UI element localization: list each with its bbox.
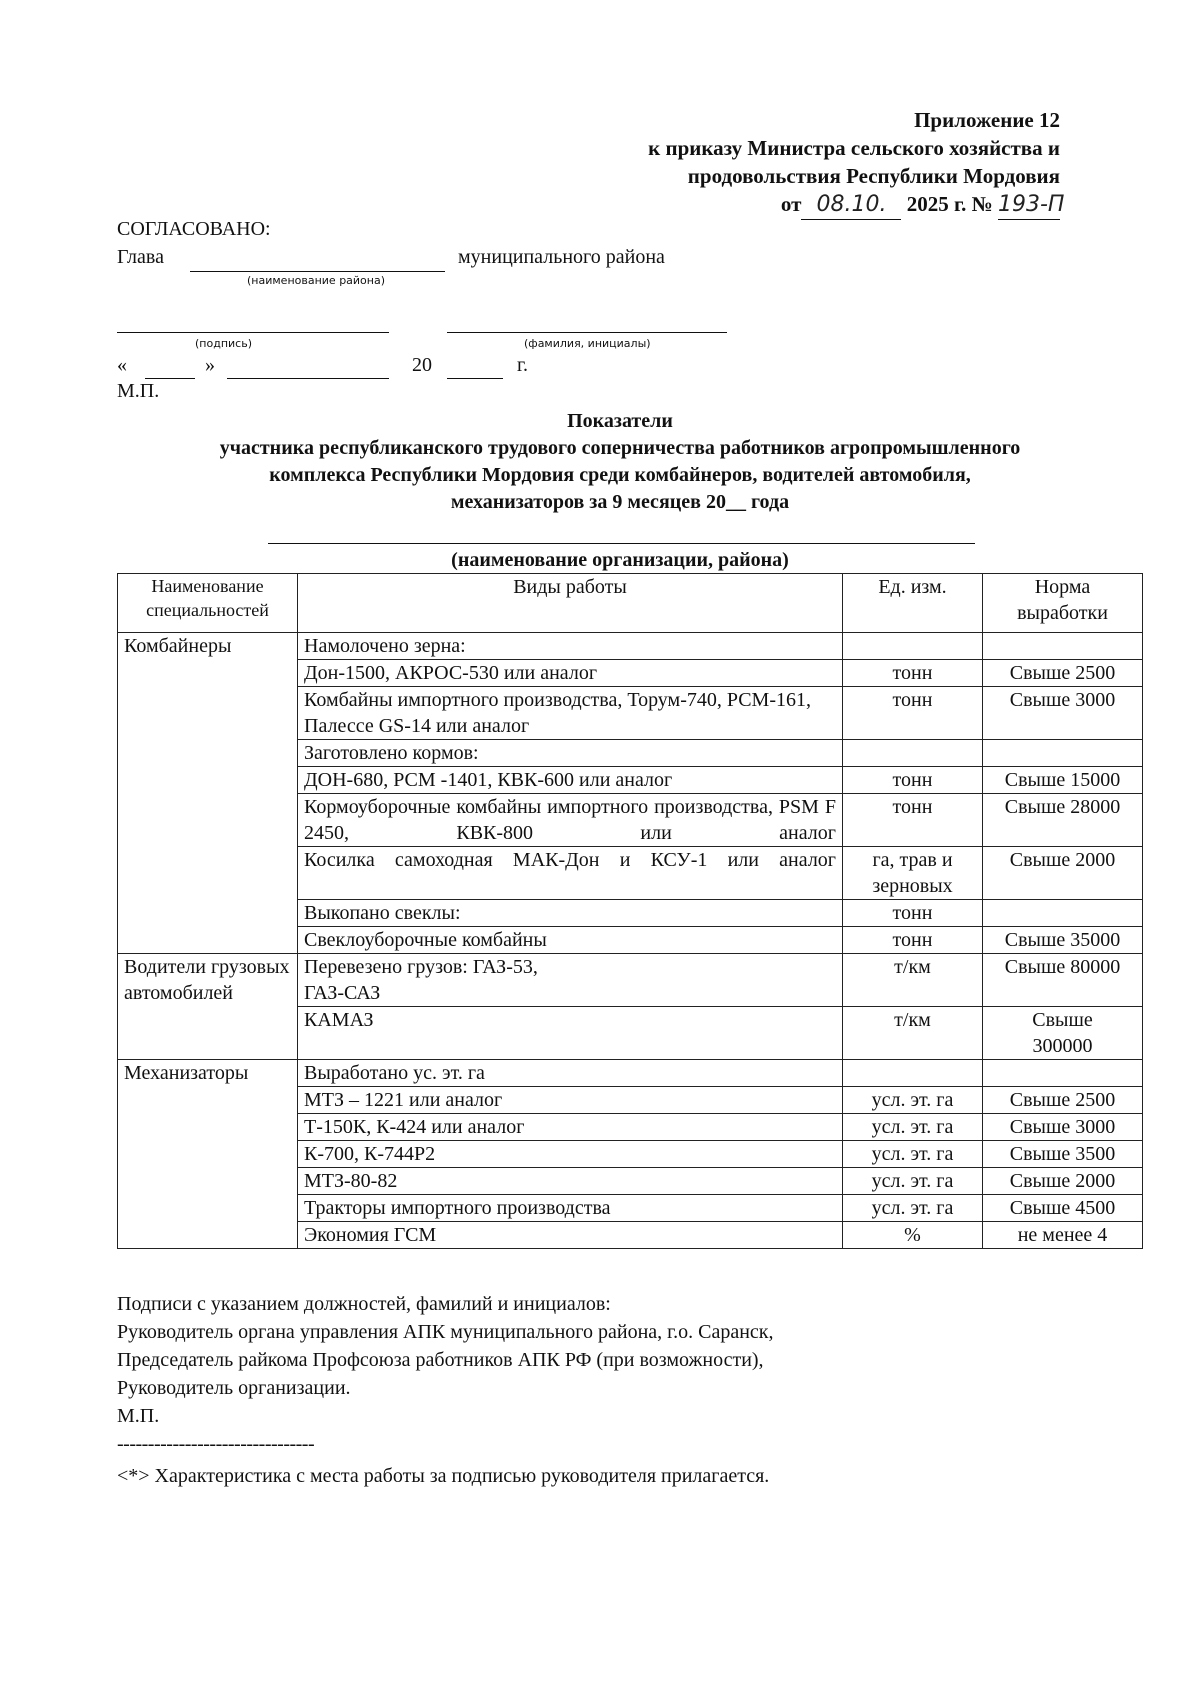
- unit-cell: тонн: [843, 660, 983, 687]
- norm-cell: [983, 633, 1143, 660]
- footnote: <*> Характеристика с места работы за подписью руководителя прилагается.: [117, 1465, 770, 1487]
- district-suffix: муниципального района: [458, 246, 665, 268]
- title-heading: Показатели: [567, 410, 673, 432]
- unit-cell: [843, 633, 983, 660]
- title-line-1: участника республиканского трудового соперничества работников агропромышленного: [219, 437, 1021, 459]
- specialty-drivers: Водители грузовых автомобилей: [118, 954, 298, 1060]
- unit-cell: тонн: [843, 767, 983, 794]
- handwritten-order-number: 193-П: [998, 191, 1060, 220]
- norm-cell: Свыше 300000: [983, 1007, 1143, 1060]
- name-hint: (фамилия, инициалы): [524, 337, 651, 350]
- approval-stamp: М.П.: [117, 380, 160, 402]
- day-line: [145, 378, 195, 379]
- unit-cell: [843, 1060, 983, 1087]
- work-cell: КАМАЗ: [298, 1007, 843, 1060]
- handwritten-date: 08.10.: [801, 191, 901, 220]
- unit-cell: га, трав и зерновых: [843, 847, 983, 900]
- footer-stamp: М.П.: [117, 1405, 160, 1427]
- signatory-apk-head: Руководитель органа управления АПК муниципального района, г.о. Саранск,: [117, 1321, 774, 1343]
- norm-cell: не менее 4: [983, 1222, 1143, 1249]
- signature-hint: (подпись): [195, 337, 252, 350]
- work-cell: Косилка самоходная МАК-Дон и КСУ-1 или аналог: [298, 847, 843, 900]
- norm-cell: Свыше 28000: [983, 794, 1143, 847]
- signatures-intro: Подписи с указанием должностей, фамилий и инициалов:: [117, 1293, 611, 1315]
- title-line-3: механизаторов за 9 месяцев 20__ года: [450, 491, 790, 513]
- norm-cell: Свыше 2000: [983, 847, 1143, 900]
- header-work: Виды работы: [298, 574, 843, 633]
- unit-cell: тонн: [843, 687, 983, 740]
- title-line-2: комплекса Республики Мордовия среди комбайнеров, водителей автомобиля,: [269, 464, 971, 486]
- month-line: [227, 378, 389, 379]
- work-cell: Заготовлено кормов:: [298, 740, 843, 767]
- norm-cell: [983, 1060, 1143, 1087]
- order-reference: к приказу Министра сельского хозяйства и: [648, 136, 1060, 160]
- work-cell: Дон-1500, АКРОС-530 или аналог: [298, 660, 843, 687]
- district-hint: (наименование района): [247, 274, 386, 287]
- appendix-number: Приложение 12: [914, 108, 1060, 132]
- work-cell: Т-150К, К-424 или аналог: [298, 1114, 843, 1141]
- norm-cell: Свыше 35000: [983, 927, 1143, 954]
- header-norm: Норма выработки: [983, 574, 1143, 633]
- work-cell: Комбайны импортного производства, Торум-740, РСМ-161, Палессе GS-14 или аналог: [298, 687, 843, 740]
- signatory-org-head: Руководитель организации.: [117, 1377, 351, 1399]
- date-prefix: от: [780, 192, 802, 216]
- unit-cell: [843, 740, 983, 767]
- quote-close: »: [205, 354, 215, 376]
- header-specialty: Наименование специальностей: [118, 574, 298, 633]
- work-cell: Намолочено зерна:: [298, 633, 843, 660]
- unit-cell: тонн: [843, 900, 983, 927]
- norm-cell: Свыше 2500: [983, 1087, 1143, 1114]
- unit-cell: тонн: [843, 794, 983, 847]
- unit-cell: усл. эт. га: [843, 1087, 983, 1114]
- norm-cell: Свыше 3000: [983, 1114, 1143, 1141]
- indicators-table: [117, 573, 1143, 1249]
- year-line: [447, 378, 503, 379]
- work-cell: Тракторы импортного производства: [298, 1195, 843, 1222]
- head-label: Глава: [117, 246, 164, 268]
- approval-title: СОГЛАСОВАНО:: [117, 218, 271, 240]
- unit-cell: усл. эт. га: [843, 1141, 983, 1168]
- district-line: [190, 271, 445, 272]
- work-cell: Перевезено грузов: ГАЗ-53, ГАЗ-САЗ: [298, 954, 843, 1007]
- work-cell: Кормоуборочные комбайны импортного производства, PSM F 2450, КВК-800 или аналог: [298, 794, 843, 847]
- unit-cell: %: [843, 1222, 983, 1249]
- quote-open: «: [117, 354, 127, 376]
- unit-cell: усл. эт. га: [843, 1195, 983, 1222]
- header-unit: Ед. изм.: [843, 574, 983, 633]
- unit-cell: т/км: [843, 954, 983, 1007]
- norm-cell: Свыше 2000: [983, 1168, 1143, 1195]
- name-line: [447, 332, 727, 333]
- norm-cell: [983, 900, 1143, 927]
- table-row: [118, 954, 1143, 1007]
- appendix-header: [648, 106, 1065, 220]
- work-cell: Свеклоуборочные комбайны: [298, 927, 843, 954]
- unit-cell: усл. эт. га: [843, 1114, 983, 1141]
- norm-cell: Свыше 80000: [983, 954, 1143, 1007]
- norm-cell: Свыше 2500: [983, 660, 1143, 687]
- signatory-union-chair: Председатель райкома Профсоюза работников АПК РФ (при возможности),: [117, 1349, 764, 1371]
- work-cell: Выработано ус. эт. га: [298, 1060, 843, 1087]
- year-prefix: 20: [412, 354, 432, 376]
- norm-cell: Свыше 3500: [983, 1141, 1143, 1168]
- specialty-combiners: Комбайнеры: [118, 633, 298, 954]
- work-cell: МТЗ-80-82: [298, 1168, 843, 1195]
- norm-cell: Свыше 3000: [983, 687, 1143, 740]
- unit-cell: усл. эт. га: [843, 1168, 983, 1195]
- work-cell: К-700, К-744Р2: [298, 1141, 843, 1168]
- table-header-row: [118, 574, 1143, 633]
- footnote-separator: --------------------------------: [117, 1433, 315, 1455]
- year-suffix: г.: [517, 354, 528, 376]
- work-cell: Экономия ГСМ: [298, 1222, 843, 1249]
- work-cell: Выкопано свеклы:: [298, 900, 843, 927]
- table-row: [118, 633, 1143, 660]
- order-year: 2025 г. №: [906, 192, 993, 216]
- organization-line: [268, 543, 975, 544]
- work-cell: МТЗ – 1221 или аналог: [298, 1087, 843, 1114]
- signature-line: [117, 332, 389, 333]
- table-row: [118, 1060, 1143, 1087]
- norm-cell: Свыше 4500: [983, 1195, 1143, 1222]
- specialty-mechanics: Механизаторы: [118, 1060, 298, 1249]
- ministry-name: продовольствия Республики Мордовия: [687, 164, 1060, 188]
- organization-hint: (наименование организации, района): [451, 549, 789, 571]
- signatures-block: [117, 1290, 774, 1490]
- order-date-line: [648, 190, 1065, 220]
- unit-cell: тонн: [843, 927, 983, 954]
- norm-cell: [983, 740, 1143, 767]
- work-cell: ДОН-680, РСМ -1401, КВК-600 или аналог: [298, 767, 843, 794]
- document-title: [120, 408, 1120, 516]
- norm-cell: Свыше 15000: [983, 767, 1143, 794]
- unit-cell: т/км: [843, 1007, 983, 1060]
